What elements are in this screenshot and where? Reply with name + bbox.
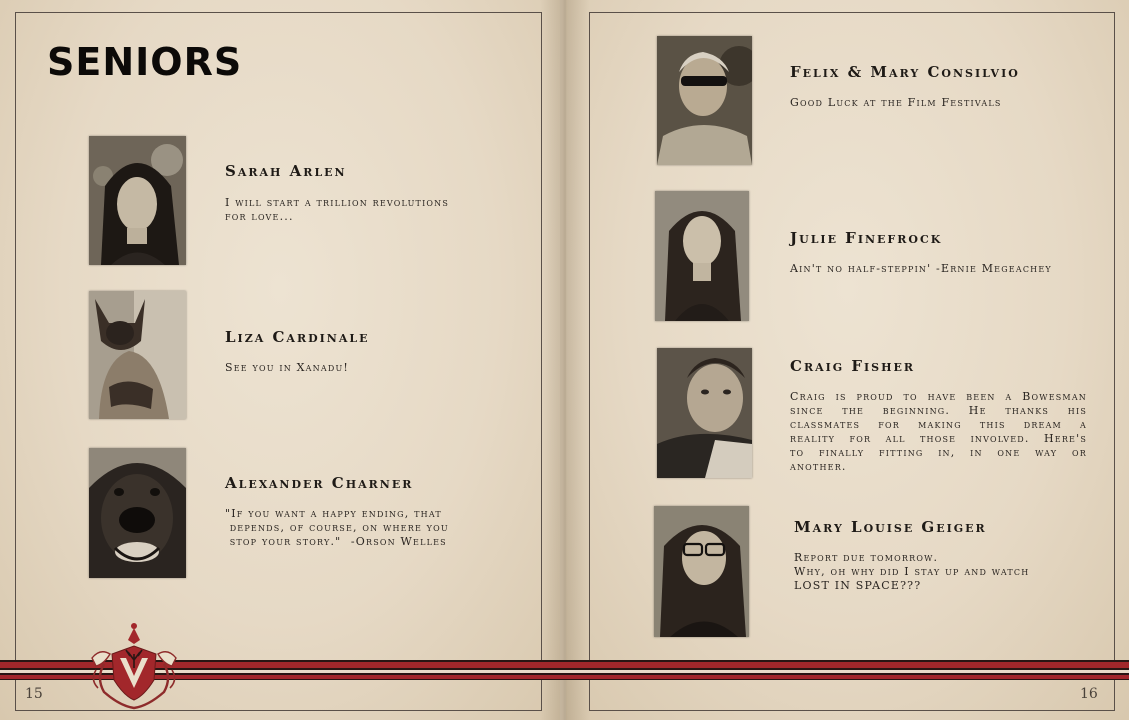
page-number-right: 16 — [1080, 686, 1098, 702]
student-name: Julie Finefrock — [790, 229, 943, 247]
portrait-photo — [89, 136, 186, 265]
student-message: Good Luck at the Film Festivals — [790, 96, 1002, 109]
page-number-left: 15 — [25, 686, 43, 702]
school-crest-icon — [82, 618, 186, 710]
portrait-photo — [89, 291, 186, 419]
section-title: SENIORS — [47, 40, 243, 84]
student-message: Ain't no half-steppin' -Ernie Megeachey — [790, 262, 1052, 275]
student-name: Felix & Mary Consilvio — [790, 63, 1020, 81]
student-message: I will start a trillion revolutions for love... — [225, 196, 450, 223]
portrait-photo — [654, 506, 749, 637]
portrait-photo — [655, 191, 749, 321]
student-name: Craig Fisher — [790, 357, 916, 375]
student-name: Liza Cardinale — [225, 328, 370, 346]
portrait-photo — [657, 36, 752, 165]
student-name: Alexander Charner — [225, 474, 414, 492]
student-message: Report due tomorrow. Why, oh why did I stay up and watch LOST IN SPACE??? — [794, 551, 1030, 592]
student-message: See you in Xanadu! — [225, 361, 350, 374]
student-message: Craig is proud to have been a Bowesman since the beginning. He thanks his classmates for making this dream a reality for all those involved. Here's to finally fitting in, in one way or another. — [790, 390, 1087, 473]
student-name: Mary Louise Geiger — [794, 518, 987, 536]
book-gutter — [540, 0, 590, 720]
student-name: Sarah Arlen — [225, 162, 347, 180]
portrait-photo — [89, 448, 186, 578]
student-message: "If you want a happy ending, that depends, of course, on where you stop your story." -Orson Welles — [225, 507, 449, 548]
portrait-photo — [657, 348, 752, 478]
